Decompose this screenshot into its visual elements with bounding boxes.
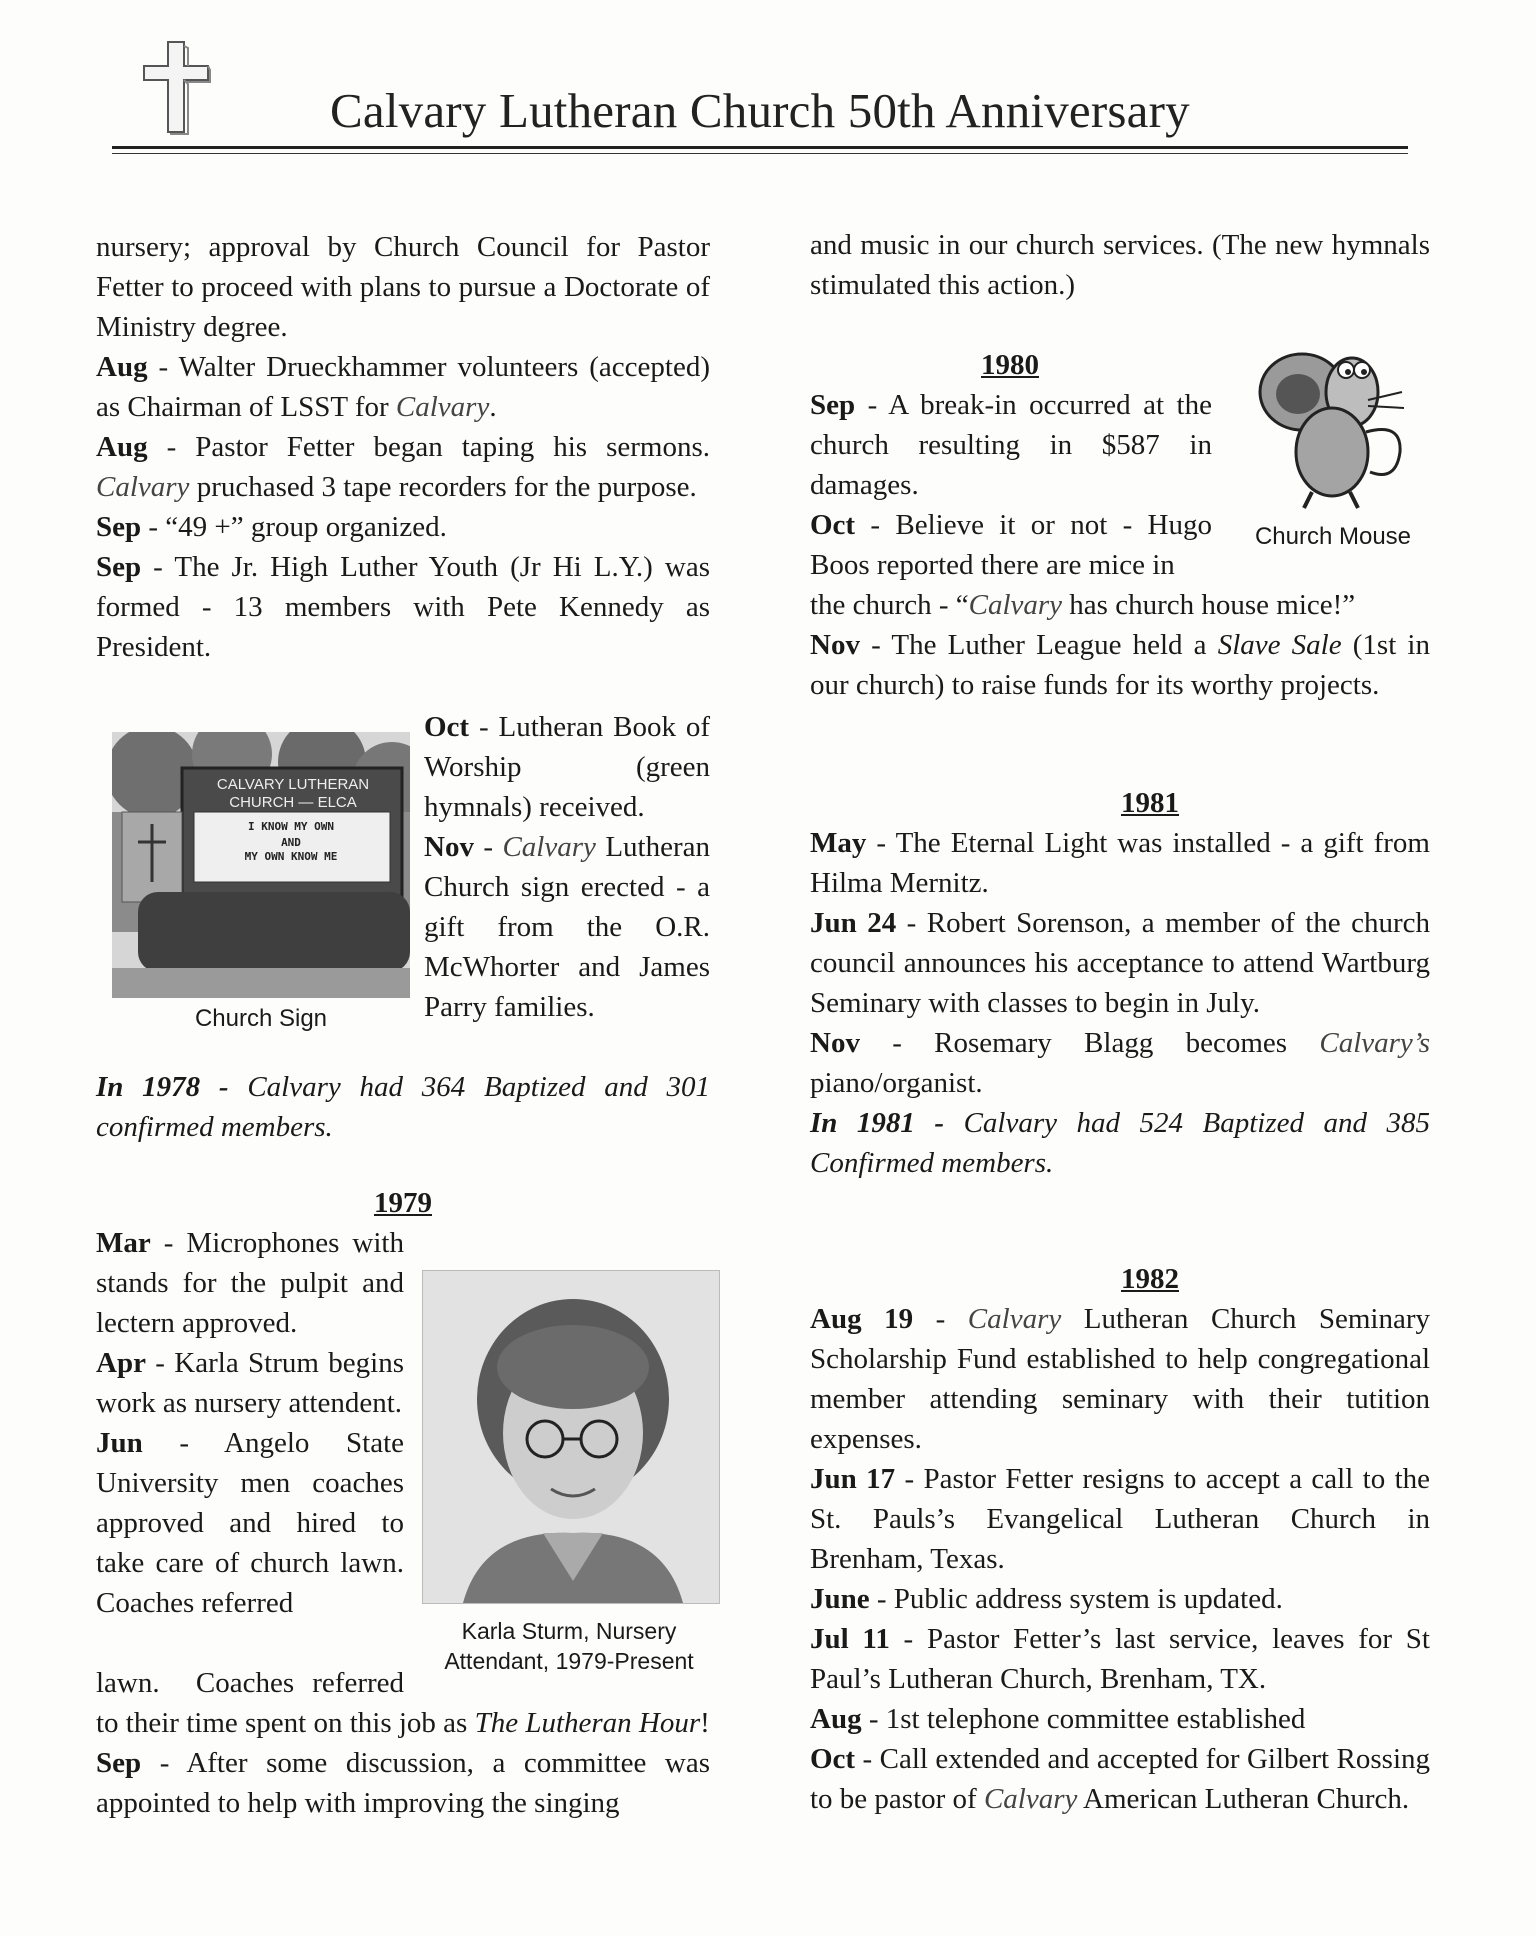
- right-column-1980-head: [810, 345, 1210, 385]
- church-sign-caption: Church Sign: [194, 1005, 328, 1032]
- left-intro: nursery; approval by Church Council for Pastor Fetter to proceed with plans to pursue a Doctorate of Ministry degree.: [96, 231, 710, 343]
- entry-label: Aug 19: [810, 1303, 914, 1335]
- entry-label: Aug: [810, 1703, 862, 1735]
- left-column-bottom: [96, 1663, 404, 1703]
- left-column-beside-karla: [96, 1223, 404, 1623]
- karla-caption: Karla Sturm, Nursery Attendant, 1979-Present: [444, 1618, 694, 1674]
- entry-label: Sep: [96, 511, 142, 543]
- entry-label: Sep: [810, 389, 856, 421]
- entry-oct: Oct - Lutheran Book of Worship (green hymnals) received.: [424, 711, 710, 823]
- entry-label: Mar: [96, 1227, 151, 1259]
- entry-aug-1982: Aug - 1st telephone committee established: [810, 1703, 1306, 1735]
- entry-label: Jun 24: [810, 907, 897, 939]
- year-heading-1982: 1982: [1121, 1263, 1179, 1295]
- entry-label: Oct: [424, 711, 470, 743]
- entry-aug19-1982: Aug 19 - Calvary Lutheran Church Seminary Scholarship Fund established to help congregational member attending seminary with their tutition expenses.: [810, 1303, 1430, 1455]
- sign-line-4: AND: [281, 836, 301, 849]
- sign-line-1: CALVARY LUTHERAN: [216, 776, 370, 793]
- entry-mar: Mar - Microphones with stands for the pulpit and lectern approved.: [96, 1227, 404, 1339]
- karla-sturm-photo: [422, 1270, 720, 1604]
- year-heading-1980: 1980: [981, 349, 1039, 381]
- right-column-1980-wide: [810, 585, 1430, 705]
- left-column-1979: [96, 1183, 710, 1223]
- entry-label: Nov: [810, 1027, 860, 1059]
- year-heading-1981: 1981: [1121, 787, 1179, 819]
- year-heading-1979: 1979: [374, 1187, 432, 1219]
- church-sign-photo: [112, 732, 410, 998]
- entry-label: Apr: [96, 1347, 146, 1379]
- summary-1981: In 1981 - Calvary had 524 Baptized and 385 Confirmed members.: [810, 1107, 1430, 1179]
- right-column-1982: [810, 1259, 1430, 1819]
- page-title: Calvary Lutheran Church 50th Anniversary: [330, 83, 1190, 138]
- left-column-end: [96, 1703, 710, 1823]
- entry-jul11-1982: Jul 11 - Pastor Fetter’s last service, leaves for St Paul’s Lutheran Church, Brenham, TX.: [810, 1623, 1430, 1695]
- entry-sep-3: Sep - After some discussion, a committee was appointed to help with improving the singing: [96, 1747, 710, 1819]
- church-mouse-illustration: [1232, 322, 1432, 522]
- entry-nov-1981: Nov - Rosemary Blagg becomes Calvary’s piano/organist.: [810, 1027, 1430, 1099]
- entry-label: Jul 11: [810, 1623, 890, 1655]
- summary-label: In 1978 -: [96, 1071, 229, 1103]
- mice-line: the church - “Calvary has church house mice!”: [810, 589, 1356, 621]
- right-column-1981: [810, 783, 1430, 1183]
- entry-label: Sep: [96, 1747, 142, 1779]
- header-rule-thick: [112, 146, 1408, 149]
- entry-label: Aug: [96, 431, 148, 463]
- summary-1978: In 1978 - Calvary had 364 Baptized and 301 confirmed members.: [96, 1071, 710, 1143]
- entry-aug-1: Aug - Walter Drueckhammer volunteers (accepted) as Chairman of LSST for Calvary.: [96, 351, 710, 423]
- entry-label: Sep: [96, 551, 142, 583]
- entry-may-1981: May - The Eternal Light was installed - a gift from Hilma Mernitz.: [810, 827, 1430, 899]
- lutheran-hour-line: to their time spent on this job as The Lutheran Hour!: [96, 1707, 710, 1739]
- entry-nov-1980: Nov - The Luther League held a Slave Sale (1st in our church) to raise funds for its worthy projects.: [810, 629, 1430, 701]
- right-intro: and music in our church services. (The new hymnals stimulated this action.): [810, 229, 1430, 301]
- entry-apr: Apr - Karla Strum begins work as nursery attendent.: [96, 1347, 404, 1419]
- cross-icon: [140, 36, 212, 141]
- entry-jun24-1981: Jun 24 - Robert Sorenson, a member of the church council announces his acceptance to attend Wartburg Seminary with classes to begin in July.: [810, 907, 1430, 1019]
- entry-sep-2: Sep - The Jr. High Luther Youth (Jr Hi L.Y.) was formed - 13 members with Pete Kennedy as President.: [96, 551, 710, 663]
- jun-continued: lawn. Coaches referred: [96, 1667, 404, 1699]
- entry-june-1982: June - Public address system is updated.: [810, 1583, 1283, 1615]
- summary-label: In 1981 -: [810, 1107, 945, 1139]
- entry-nov: Nov - Calvary Lutheran Church sign erected - a gift from the O.R. McWhorter and James Parry families.: [424, 831, 710, 1023]
- entry-label: Oct: [810, 1743, 856, 1775]
- header-rule-thin: [112, 153, 1408, 154]
- entry-label: Jun 17: [810, 1463, 896, 1495]
- entry-sep-1: Sep - “49 +” group organized.: [96, 511, 447, 543]
- church-mouse-caption: Church Mouse: [1254, 523, 1412, 550]
- entry-label: Oct: [810, 509, 856, 541]
- left-column-top: [96, 227, 710, 667]
- entry-jun: Jun - Angelo State University men coaches approved and hired to take care of church lawn. Coaches referred: [96, 1427, 404, 1619]
- sign-line-2: CHURCH — ELCA: [229, 794, 357, 811]
- entry-label: Nov: [424, 831, 474, 863]
- entry-oct-1980: Oct - Believe it or not - Hugo Boos reported there are mice in: [810, 509, 1212, 581]
- entry-oct-1982: Oct - Call extended and accepted for Gilbert Rossing to be pastor of Calvary American Lutheran Church.: [810, 1743, 1430, 1815]
- entry-label: Nov: [810, 629, 860, 661]
- entry-label: Jun: [96, 1427, 143, 1459]
- entry-jun17-1982: Jun 17 - Pastor Fetter resigns to accept a call to the St. Pauls’s Evangelical Lutheran Church in Brenham, Texas.: [810, 1463, 1430, 1575]
- entry-label: May: [810, 827, 867, 859]
- entry-aug-2: Aug - Pastor Fetter began taping his sermons. Calvary pruchased 3 tape recorders for the purpose.: [96, 431, 710, 503]
- entry-sep-1980: Sep - A break-in occurred at the church resulting in $587 in damages.: [810, 389, 1212, 501]
- sign-line-5: MY OWN KNOW ME: [244, 850, 338, 863]
- sign-line-3: I KNOW MY OWN: [247, 820, 335, 833]
- entry-label: Aug: [96, 351, 148, 383]
- right-column-1980-narrow: [810, 385, 1212, 585]
- entry-label: June: [810, 1583, 870, 1615]
- right-intro-block: [810, 225, 1430, 305]
- left-column-beside-sign: [424, 707, 710, 1027]
